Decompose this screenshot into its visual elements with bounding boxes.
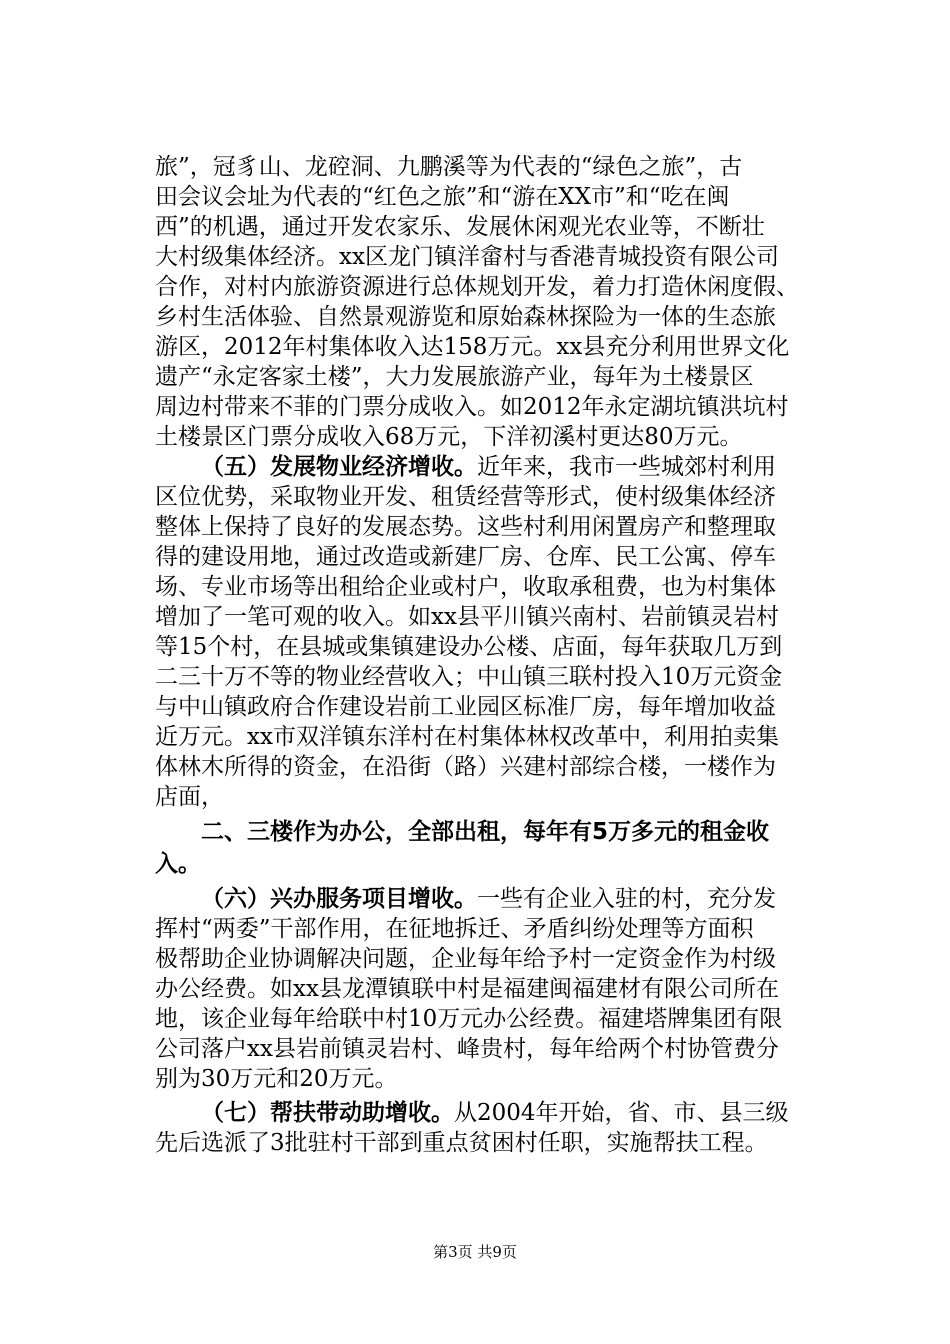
text-line: 别为30万元和20万元。 bbox=[155, 1066, 398, 1092]
text-line: 土楼景区门票分成收入68万元，下洋初溪村更达80万元。 bbox=[155, 424, 743, 450]
text-line: 增加了一笔可观的收入。如xx县平川镇兴南村、岩前镇灵岩村 bbox=[155, 604, 779, 630]
text-line: 近万元。xx市双洋镇东洋村在村集体林权改革中，利用拍卖集 bbox=[155, 724, 779, 750]
text-line: 等15个村，在县城或集镇建设办公楼、店面，每年获取几万到 bbox=[155, 634, 783, 660]
text-line: 极帮助企业协调解决问题，企业每年给予村一定资金作为村级 bbox=[155, 946, 776, 972]
text-line: 田会议会址为代表的“红色之旅”和“游在XX市”和“吃在闽 bbox=[155, 184, 730, 210]
text-line: 旅”，冠豸山、龙硿洞、九鹏溪等为代表的“绿色之旅”，古 bbox=[155, 154, 743, 180]
text-line: 大村级集体经济。xx区龙门镇洋畲村与香港青城投资有限公司 bbox=[155, 244, 779, 270]
text-line: 二三十万不等的物业经营收入；中山镇三联村投入10万元资金 bbox=[155, 664, 783, 690]
paragraph-tourism bbox=[155, 152, 855, 452]
section-heading: （七）帮扶带动助增收。 bbox=[201, 1100, 454, 1126]
text-line: 得的建设用地，通过改造或新建厂房、仓库、民工公寓、停车 bbox=[155, 544, 776, 570]
text-line: 游区，2012年村集体收入达158万元。xx县充分利用世界文化 bbox=[155, 334, 790, 360]
text-line: 挥村“两委”干部作用，在征地拆迁、矛盾纠纷处理等方面积 bbox=[155, 916, 754, 942]
paragraph-rental bbox=[155, 816, 855, 880]
page-footer: 第3页 共9页 bbox=[433, 1243, 517, 1261]
document-body bbox=[155, 152, 855, 1158]
paragraph-text: 从2004年开始，省、市、县三级 bbox=[454, 1100, 789, 1126]
paragraph-property-economy bbox=[155, 452, 855, 812]
text-line: 体林木所得的资金，在沿街（路）兴建村部综合楼，一楼作为 bbox=[155, 754, 776, 780]
text-line: 整体上保持了良好的发展态势。这些村利用闲置房产和整理取 bbox=[155, 514, 776, 540]
text-line: 乡村生活体验、自然景观游览和原始森林探险为一体的生态旅 bbox=[155, 304, 776, 330]
text-line: 店面， bbox=[155, 784, 224, 810]
text-line: 与中山镇政府合作建设岩前工业园区标准厂房，每年增加收益 bbox=[155, 694, 776, 720]
paragraph-text: 一些有企业入驻的村，充分发 bbox=[477, 886, 776, 912]
text-line: 周边村带来不菲的门票分成收入。如2012年永定湖坑镇洪坑村 bbox=[155, 394, 789, 420]
text-line: 场、专业市场等出租给企业或村户，收取承租费，也为村集体 bbox=[155, 574, 776, 600]
text-line: 区位优势，采取物业开发、租赁经营等形式，使村级集体经济 bbox=[155, 484, 776, 510]
section-heading: （五）发展物业经济增收。 bbox=[201, 454, 477, 480]
paragraph-assistance bbox=[155, 1098, 855, 1158]
text-line: 遗产“永定客家土楼”，大力发展旅游产业，每年为土楼景区 bbox=[155, 364, 754, 390]
text-line: 入。 bbox=[155, 851, 201, 877]
paragraph-first-line bbox=[155, 452, 855, 482]
text-line: 先后选派了3批驻村干部到重点贫困村任职，实施帮扶工程。 bbox=[155, 1130, 768, 1156]
section-heading: （六）兴办服务项目增收。 bbox=[201, 886, 477, 912]
paragraph-service-projects bbox=[155, 884, 855, 1094]
text-line: 合作，对村内旅游资源进行总体规划开发，着力打造休闲度假、 bbox=[155, 274, 799, 300]
text-line: 二、三楼作为办公，全部出租，每年有5万多元的租金收 bbox=[201, 819, 770, 845]
text-line: 西”的机遇，通过开发农家乐、发展休闲观光农业等，不断壮 bbox=[155, 214, 765, 240]
paragraph-first-line bbox=[155, 1098, 855, 1128]
paragraph-first-line bbox=[155, 884, 855, 914]
text-line: 地，该企业每年给联中村10万元办公经费。福建塔牌集团有限 bbox=[155, 1006, 783, 1032]
text-line: 公司落户xx县岩前镇灵岩村、峰贵村，每年给两个村协管费分 bbox=[155, 1036, 779, 1062]
paragraph-text: 近年来，我市一些城郊村利用 bbox=[477, 454, 776, 480]
text-line: 办公经费。如xx县龙潭镇联中村是福建闽福建材有限公司所在 bbox=[155, 976, 779, 1002]
